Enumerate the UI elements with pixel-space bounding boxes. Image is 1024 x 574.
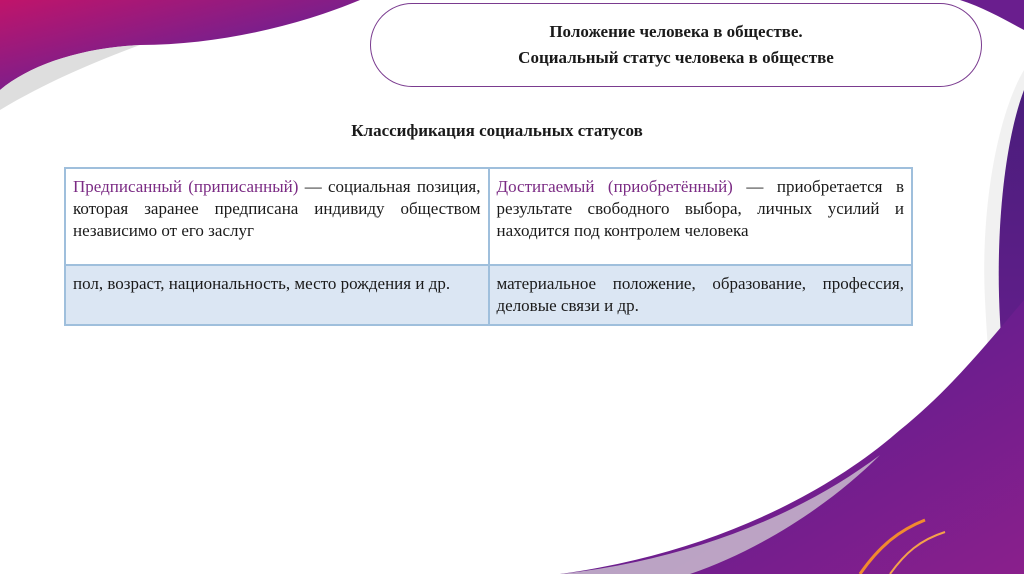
achieved-status-examples: материальное положение, образование, профессия, деловые связи и др. <box>489 265 913 325</box>
achieved-status-definition-cell <box>489 168 913 265</box>
ascribed-status-definition: — социальная позиция, которая заранее предписана индивиду обществом независимо от его заслуг <box>73 177 481 240</box>
section-heading <box>0 121 1024 141</box>
table-row <box>65 168 912 265</box>
status-classification-table <box>64 167 913 326</box>
ascribed-status-examples: пол, возраст, национальность, место рождения и др. <box>65 265 489 325</box>
ascribed-status-definition-cell <box>65 168 489 265</box>
table-row <box>65 265 912 325</box>
ascribed-status-term: Предписанный (приписанный) <box>73 177 299 196</box>
slide-title-line-2: Социальный статус человека в обществе <box>518 48 834 67</box>
achieved-status-definition: — приобретается в результате свободного выбора, личных усилий и находится под контролем человека <box>496 177 904 240</box>
slide-title-line-1: Положение человека в обществе. <box>549 22 803 41</box>
achieved-status-term: Достигаемый (приобретённый) <box>496 177 733 196</box>
section-heading-text: Классификация социальных статусов <box>351 121 643 140</box>
slide-title-box <box>370 3 982 87</box>
